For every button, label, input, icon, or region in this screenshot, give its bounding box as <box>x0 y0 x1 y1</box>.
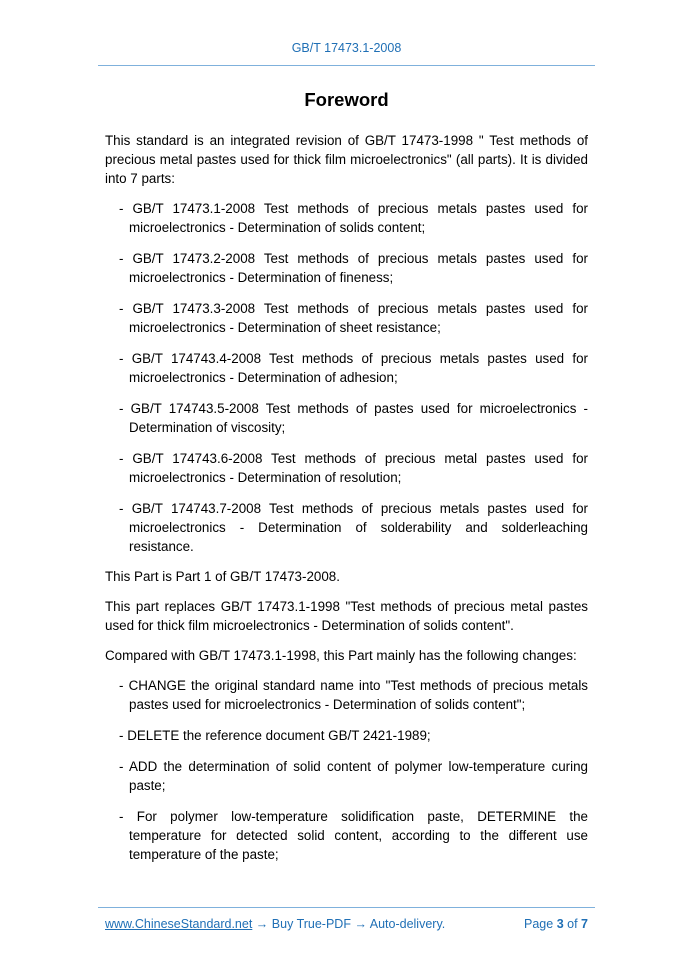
current-page: 3 <box>556 917 564 931</box>
intro-paragraph: This standard is an integrated revision of GB/T 17473-1998 " Test methods of precious metal pastes used for thick film microelectronics" (all parts). It is divided into 7 parts: <box>105 133 588 186</box>
list-item: - GB/T 174743.5-2008 Test methods of pastes used for microelectronics - Determination of viscosity; <box>119 401 588 435</box>
doc-id: GB/T 17473.1-2008 <box>291 41 402 55</box>
part-statement: This Part is Part 1 of GB/T 17473-2008. <box>105 569 340 584</box>
page-title: Foreword <box>304 89 389 110</box>
total-pages: 7 <box>581 917 588 931</box>
arrow-right-icon: → <box>354 917 367 931</box>
arrow-right-icon: → <box>255 917 269 931</box>
replaces-paragraph: This part replaces GB/T 17473.1-1998 "Test methods of precious metal pastes used for thick film microelectronics - Determination of solids content". <box>105 599 588 633</box>
footer-divider <box>98 907 595 908</box>
page-header <box>0 41 693 55</box>
website-link[interactable]: www.ChineseStandard.net <box>105 917 253 931</box>
changes-list <box>105 676 588 864</box>
header-divider <box>98 65 595 66</box>
list-item: - GB/T 17473.3-2008 Test methods of precious metals pastes used for microelectronics - Determination of sheet resistance; <box>119 301 588 335</box>
page-number: Page 3 of 7 <box>524 917 588 931</box>
buy-text: Buy True-PDF <box>271 917 351 931</box>
list-item: - CHANGE the original standard name into "Test methods of precious metals pastes used for microelectronics - Determination of solids content"; <box>119 678 588 712</box>
page-footer <box>105 917 588 931</box>
list-item: - GB/T 17473.1-2008 Test methods of precious metals pastes used for microelectronics - Determination of solids content; <box>119 201 588 235</box>
list-item: - GB/T 174743.6-2008 Test methods of precious metal pastes used for microelectronics - Determination of resolution; <box>119 451 588 485</box>
delivery-text: Auto-delivery. <box>369 917 446 931</box>
list-item: - GB/T 174743.4-2008 Test methods of precious metals pastes used for microelectronics - Determination of adhesion; <box>119 351 588 385</box>
list-item: - GB/T 17473.2-2008 Test methods of precious metals pastes used for microelectronics - Determination of fineness; <box>119 251 588 285</box>
list-item: - GB/T 174743.7-2008 Test methods of precious metals pastes used for microelectronics - Determination of solderability and solderleaching resistance. <box>119 501 588 554</box>
list-item: - ADD the determination of solid content of polymer low-temperature curing paste; <box>119 759 588 793</box>
list-item: - For polymer low-temperature solidification paste, DETERMINE the temperature for detected solid content, according to the different use temperature of the paste; <box>119 809 588 862</box>
compared-paragraph: Compared with GB/T 17473.1-1998, this Part mainly has the following changes: <box>105 648 577 663</box>
document-body <box>105 131 588 875</box>
list-item: - DELETE the reference document GB/T 2421-1989; <box>119 728 431 743</box>
parts-list <box>105 199 588 556</box>
